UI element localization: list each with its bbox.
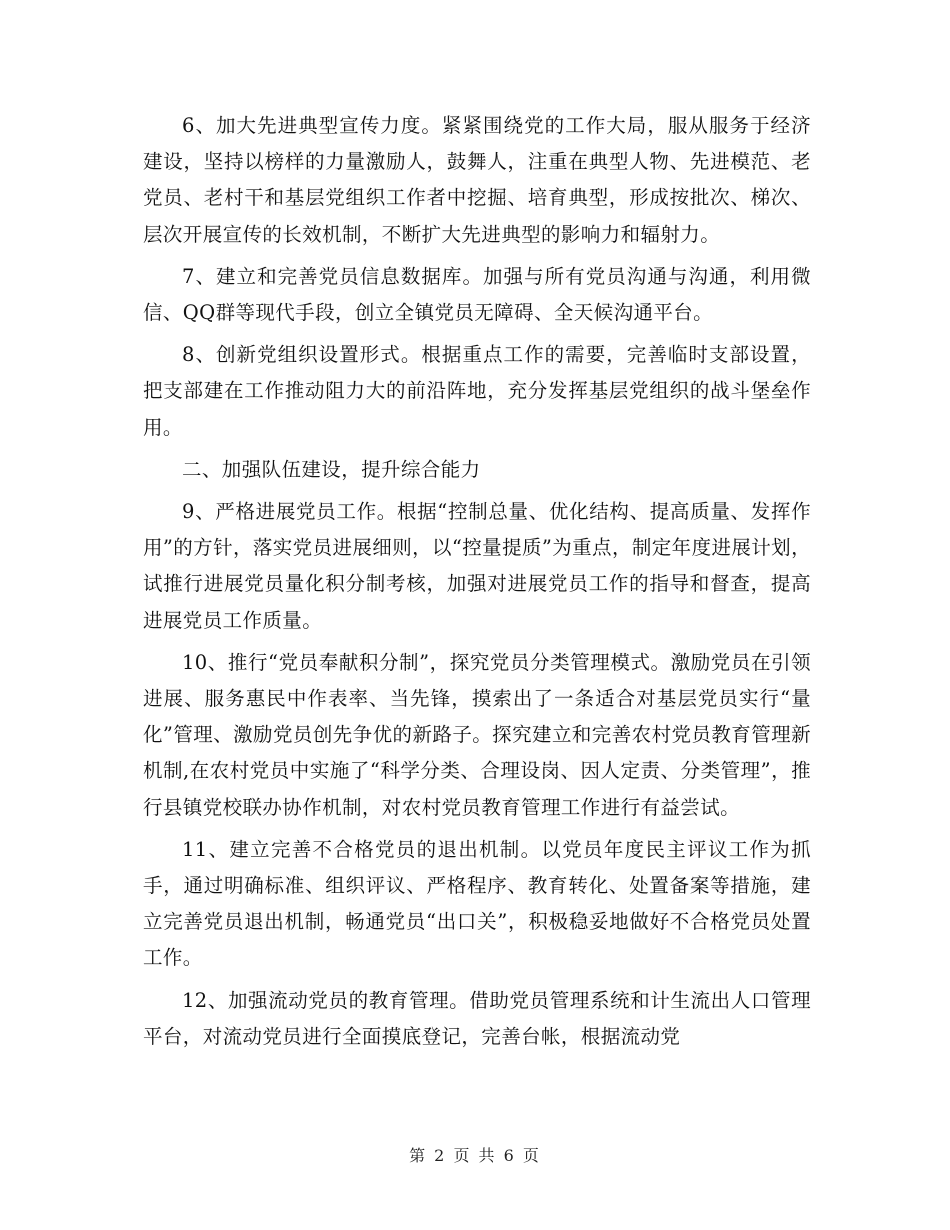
paragraph-item-12: 12、加强流动党员的教育管理。借助党员管理系统和计生流出人口管理平台，对流动党员进行全面摸底登记，完善台帐，根据流动党 xyxy=(143,988,811,1048)
page-footer xyxy=(0,1143,950,1166)
paragraph-item-9: 9、严格进展党员工作。根据“控制总量、优化结构、提高质量、发挥作用”的方针，落实党员进展细则，以“控量提质”为重点，制定年度进展计划，试推行进展党员量化积分制考核，加强对进展党员工作的指导和督查，提高进展党员工作质量。 xyxy=(143,500,811,632)
paragraph-item-6: 6、加大先进典型宣传力度。紧紧围绕党的工作大局，服从服务于经济建设，坚持以榜样的力量激励人，鼓舞人，注重在典型人物、先进模范、老党员、老村干和基层党组织工作者中挖掘、培育典型，形成按批次、梯次、层次开展宣传的长效机制，不断扩大先进典型的影响力和辐射力。 xyxy=(143,114,811,246)
paragraph-item-10: 10、推行“党员奉献积分制”，探究党员分类管理模式。激励党员在引领进展、服务惠民中作表率、当先锋，摸索出了一条适合对基层党员实行“量化”管理、激励党员创先争优的新路子。探究建立和完善农村党员教育管理新机制,在农村党员中实施了“科学分类、合理设岗、因人定责、分类管理”，推行县镇党校联办协作机制，对农村党员教育管理工作进行有益尝试。 xyxy=(143,650,811,819)
paragraph-item-7: 7、建立和完善党员信息数据库。加强与所有党员沟通与沟通，利用微信、QQ群等现代手段，创立全镇党员无障碍、全天候沟通平台。 xyxy=(143,264,811,325)
paragraph-item-8: 8、创新党组织设置形式。根据重点工作的需要，完善临时支部设置，把支部建在工作推动阻力大的前沿阵地，充分发挥基层党组织的战斗堡垒作用。 xyxy=(143,343,811,439)
page-number-label: 第 2 页 共 6 页 xyxy=(409,1146,541,1165)
paragraph-item-11: 11、建立完善不合格党员的退出机制。以党员年度民主评议工作为抓手，通过明确标准、组织评议、严格程序、教育转化、处置备案等措施，建立完善党员退出机制，畅通党员“出口关”，积极稳妥地做好不合格党员处置工作。 xyxy=(143,837,811,970)
document-body xyxy=(143,108,811,1061)
section-heading: 二、加强队伍建设，提升综合能力 xyxy=(182,457,481,481)
